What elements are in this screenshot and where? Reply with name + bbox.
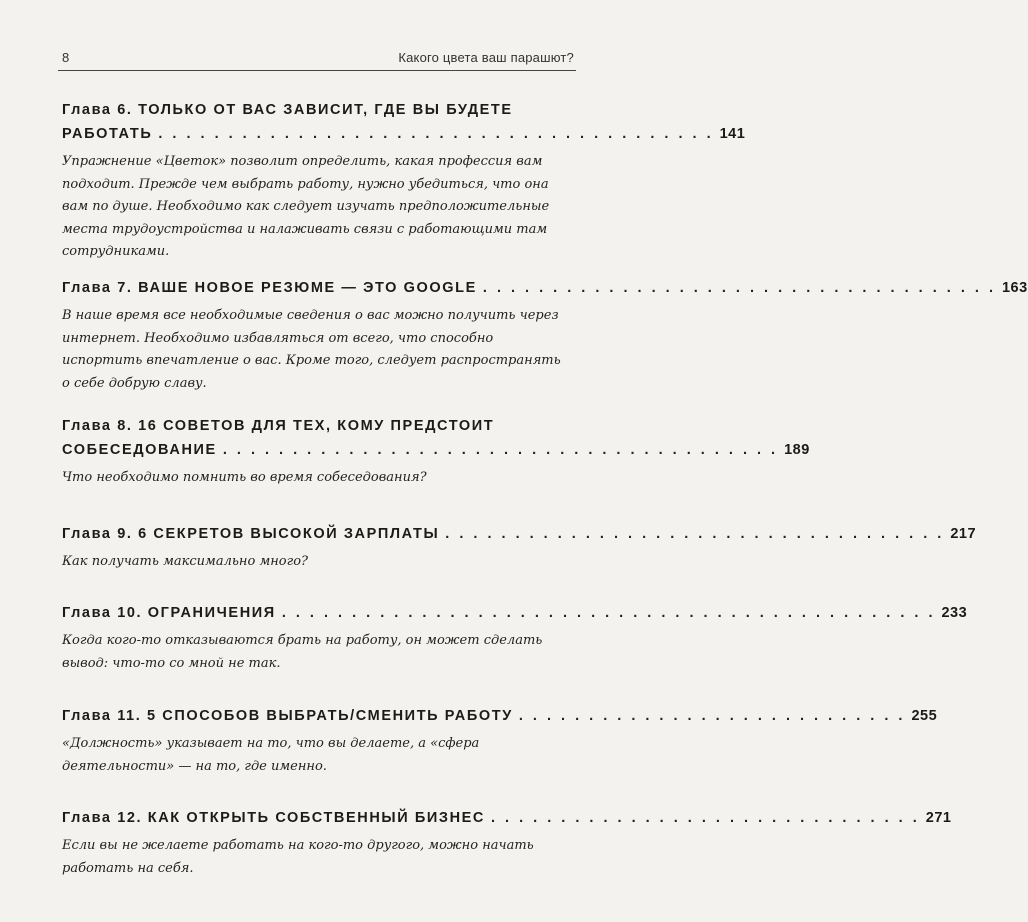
toc-entry-chapter-7[interactable] [62,276,1028,395]
chapter-title-line: Глава 9. 6 СЕКРЕТОВ ВЫСОКОЙ ЗАРПЛАТЫ [62,526,440,542]
chapter-title-row [62,806,952,830]
dot-leader: . . . . . . . . . . . . . . . . . . . . . . . . . . . . . . . . . . . . . [482,280,996,296]
chapter-title-row [62,438,810,462]
chapter-page-number: 217 [950,526,977,542]
toc-entry-chapter-10[interactable] [62,601,968,675]
chapter-description: Если вы не желаете работать на кого-то другого, можно начать работать на себя. [62,838,534,876]
toc-entry-chapter-12[interactable] [62,806,952,880]
header-rule [58,70,576,71]
chapter-description: Что необходимо помнить во время собеседования? [62,470,427,485]
page-header [62,50,574,65]
chapter-title-row [62,704,938,728]
toc-entry-chapter-11[interactable] [62,704,938,778]
chapter-page-number: 233 [941,605,968,621]
chapter-title-line: РАБОТАТЬ [62,126,153,142]
chapter-title-line: Глава 12. КАК ОТКРЫТЬ СОБСТВЕННЫЙ БИЗНЕС [62,810,485,826]
chapter-description: В наше время все необходимые сведения о вас можно получить через интернет. Необходимо избавляться от всего, что способно испортить впечатление о вас. Кроме того, следует распространять о себе добрую славу. [62,308,561,391]
dot-leader: . . . . . . . . . . . . . . . . . . . . . . . . . . . . . . . . . . . . . . . . . . . . . . . [281,605,936,621]
toc-entry-chapter-8[interactable] [62,414,810,490]
chapter-title-line: СОБЕСЕДОВАНИЕ [62,442,217,458]
chapter-page-number: 163 [1001,280,1028,296]
chapter-title-row [62,276,1028,300]
chapter-title-line: Глава 6. ТОЛЬКО ОТ ВАС ЗАВИСИТ, ГДЕ ВЫ БУДЕТЕ [62,102,513,118]
dot-leader: . . . . . . . . . . . . . . . . . . . . . . . . . . . . . . . . . . . . . . . . [158,126,714,142]
chapter-title-line: Глава 10. ОГРАНИЧЕНИЯ [62,605,276,621]
chapter-title-row [62,522,977,546]
dot-leader: . . . . . . . . . . . . . . . . . . . . . . . . . . . . [518,708,906,724]
chapter-page-number: 271 [925,810,952,826]
running-title: Какого цвета ваш парашют? [398,50,574,65]
toc-entry-chapter-6[interactable] [62,98,746,264]
dot-leader: . . . . . . . . . . . . . . . . . . . . . . . . . . . . . . . . . . . . . . . . [222,442,779,458]
dot-leader: . . . . . . . . . . . . . . . . . . . . . . . . . . . . . . . . . . . . [445,526,945,542]
chapter-description: «Должность» указывает на то, что вы делаете, а «сфера деятельности» — на то, где именно. [62,736,480,774]
chapter-description: Когда кого-то отказываются брать на работу, он может сделать вывод: что-то со мной не так. [62,633,543,671]
page-number: 8 [62,50,70,65]
chapter-description: Упражнение «Цветок» позволит определить, какая профессия вам подходит. Прежде чем выбрать работу, нужно убедиться, что она вам по душе. Необходимо как следует изучать предположительные места трудоустройства и налаживать связи с работающими там сотрудниками. [62,154,550,259]
chapter-title-line: Глава 7. ВАШЕ НОВОЕ РЕЗЮМЕ — ЭТО GOOGLE [62,280,477,296]
chapter-page-number: 189 [784,442,810,458]
chapter-title-line: Глава 11. 5 СПОСОБОВ ВЫБРАТЬ/СМЕНИТЬ РАБОТУ [62,708,513,724]
chapter-title-row [62,601,968,625]
chapter-description: Как получать максимально много? [62,554,308,569]
chapter-page-number: 141 [719,126,746,142]
chapter-title-row [62,122,746,146]
dot-leader: . . . . . . . . . . . . . . . . . . . . . . . . . . . . . . . [491,810,920,826]
chapter-page-number: 255 [911,708,938,724]
chapter-title-line: Глава 8. 16 СОВЕТОВ ДЛЯ ТЕХ, КОМУ ПРЕДСТОИТ [62,418,495,434]
toc-entry-chapter-9[interactable] [62,522,977,574]
